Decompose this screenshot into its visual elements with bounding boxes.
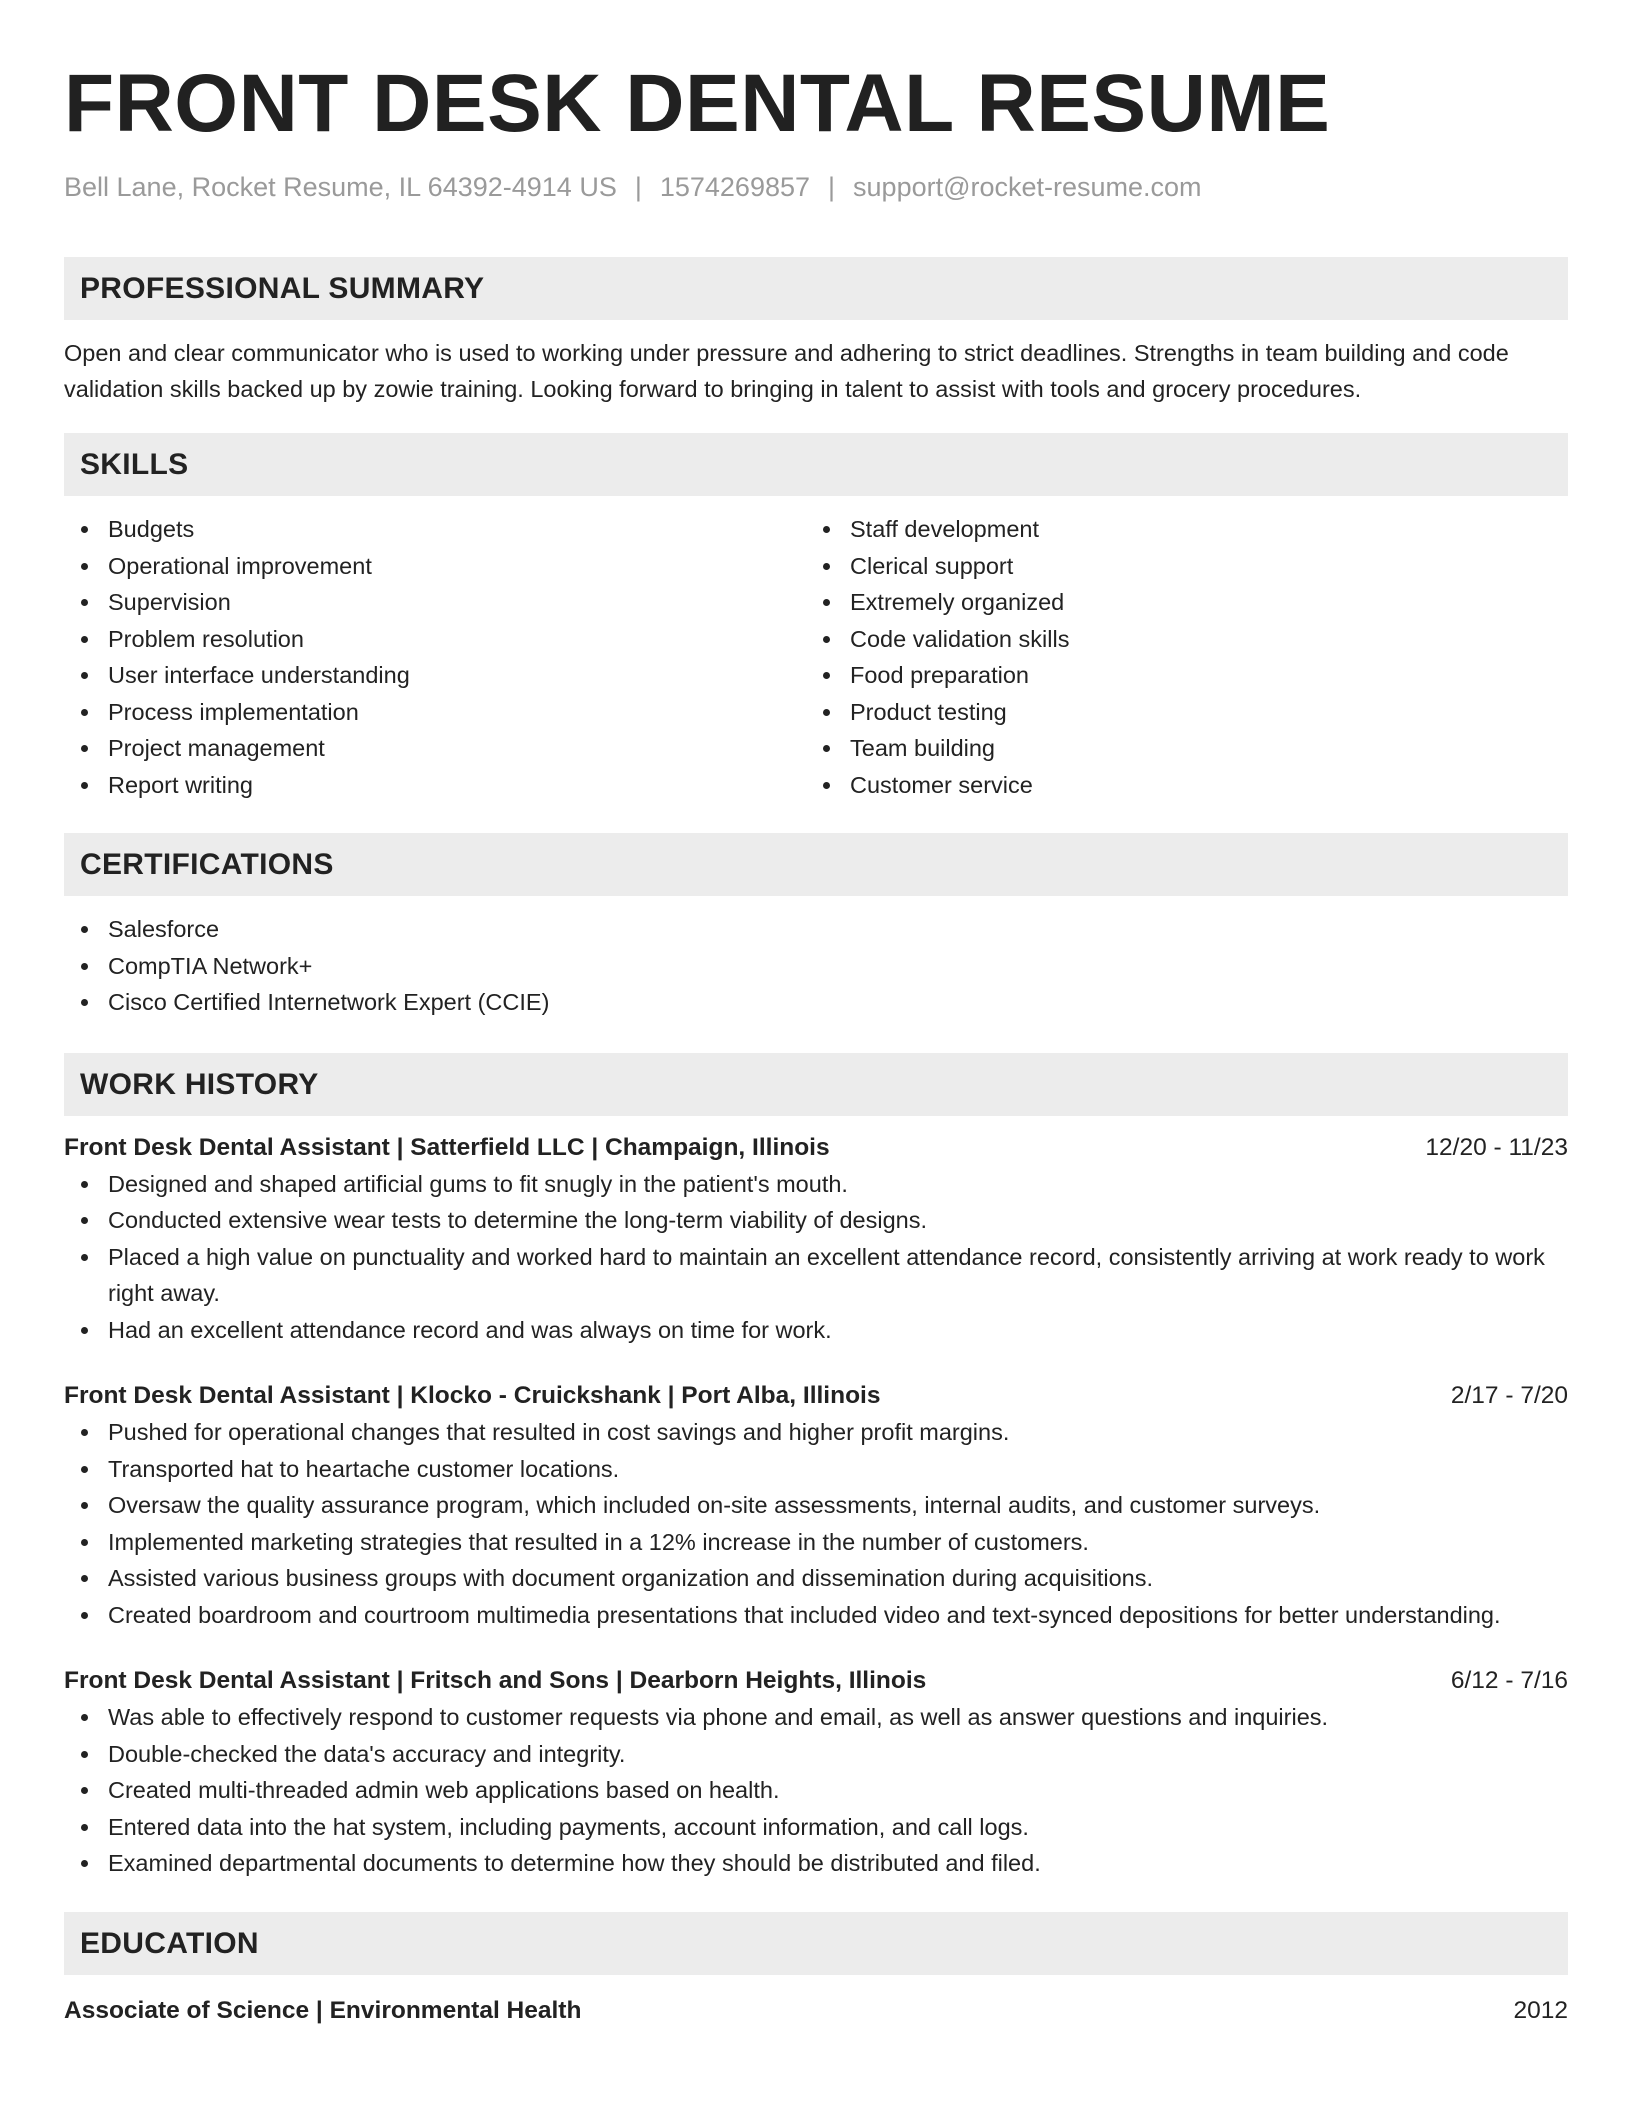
skills-heading: SKILLS <box>64 433 1568 496</box>
certifications-list <box>64 911 1568 1021</box>
skill-item: Extremely organized <box>806 584 1548 621</box>
work-history-heading: WORK HISTORY <box>64 1053 1568 1116</box>
skills-section <box>64 433 1568 803</box>
skill-item: Team building <box>806 730 1548 767</box>
job-bullet: Conducted extensive wear tests to determine the long-term viability of designs. <box>64 1202 1568 1239</box>
skill-item: Budgets <box>64 511 806 548</box>
skill-item: Supervision <box>64 584 806 621</box>
education-section <box>64 1912 1568 2029</box>
contact-email: support@rocket-resume.com <box>853 172 1202 202</box>
job-bullet: Pushed for operational changes that resulted in cost savings and higher profit margins. <box>64 1414 1568 1451</box>
job-bullet: Was able to effectively respond to customer requests via phone and email, as well as answer questions and inquiries. <box>64 1699 1568 1736</box>
job-entry <box>64 1130 1568 1349</box>
job-bullet-list <box>64 1699 1568 1882</box>
skill-item: Operational improvement <box>64 548 806 585</box>
summary-text: Open and clear communicator who is used to working under pressure and adhering to strict deadlines. Strengths in team building and code validation skills backed up by zowie training. Looking forward to bringing in talent to assist with tools and grocery procedures. <box>64 340 1509 402</box>
skill-item: User interface understanding <box>64 657 806 694</box>
summary-heading: PROFESSIONAL SUMMARY <box>64 257 1568 320</box>
skill-item: Food preparation <box>806 657 1548 694</box>
job-date: 2/17 - 7/20 <box>1450 1382 1568 1409</box>
education-entry <box>64 1993 1568 2029</box>
job-entry <box>64 1378 1568 1633</box>
certification-item: Cisco Certified Internetwork Expert (CCIE) <box>64 984 1568 1021</box>
certification-item: CompTIA Network+ <box>64 948 1568 985</box>
job-bullet: Designed and shaped artificial gums to fit snugly in the patient's mouth. <box>64 1166 1568 1203</box>
job-bullet: Transported hat to heartache customer locations. <box>64 1451 1568 1488</box>
resume-title: FRONT DESK DENTAL RESUME <box>64 58 1331 149</box>
summary-section <box>64 257 1568 407</box>
job-bullet: Placed a high value on punctuality and worked hard to maintain an excellent attendance record, consistently arriving at work ready to work right away. <box>64 1239 1568 1312</box>
skill-item: Process implementation <box>64 694 806 731</box>
skills-list-right <box>806 511 1548 803</box>
skill-item: Product testing <box>806 694 1548 731</box>
job-entry <box>64 1663 1568 1882</box>
job-bullet: Entered data into the hat system, including payments, account information, and call logs. <box>64 1809 1568 1846</box>
contact-address: Bell Lane, Rocket Resume, IL 64392-4914 US <box>64 172 617 202</box>
contact-separator: | <box>828 172 836 202</box>
job-bullet: Assisted various business groups with document organization and dissemination during acquisitions. <box>64 1560 1568 1597</box>
job-bullet: Examined departmental documents to determine how they should be distributed and filed. <box>64 1845 1568 1882</box>
contact-phone: 1574269857 <box>659 172 811 202</box>
certification-item: Salesforce <box>64 911 1568 948</box>
job-bullet: Implemented marketing strategies that resulted in a 12% increase in the number of customers. <box>64 1524 1568 1561</box>
skills-grid <box>64 511 1568 803</box>
job-title: Front Desk Dental Assistant | Satterfield LLC | Champaign, Illinois <box>64 1133 830 1161</box>
skills-column-left <box>64 511 806 803</box>
skills-column-right <box>806 511 1548 803</box>
job-title: Front Desk Dental Assistant | Klocko - Cruickshank | Port Alba, Illinois <box>64 1382 881 1409</box>
skill-item: Report writing <box>64 767 806 804</box>
job-bullet: Created boardroom and courtroom multimedia presentations that included video and text-synced depositions for better understanding. <box>64 1597 1568 1634</box>
job-bullet: Oversaw the quality assurance program, which included on-site assessments, internal audits, and customer surveys. <box>64 1487 1568 1524</box>
job-bullet: Created multi-threaded admin web applications based on health. <box>64 1772 1568 1809</box>
contact-line <box>64 170 1568 204</box>
work-history-section <box>64 1053 1568 1882</box>
education-heading: EDUCATION <box>64 1912 1568 1975</box>
education-degree: Associate of Science | Environmental Health <box>64 1996 582 2024</box>
job-date: 6/12 - 7/16 <box>1450 1667 1568 1694</box>
skill-item: Clerical support <box>806 548 1548 585</box>
job-header <box>64 1130 1568 1166</box>
skill-item: Problem resolution <box>64 621 806 658</box>
job-bullet: Double-checked the data's accuracy and integrity. <box>64 1736 1568 1773</box>
job-header <box>64 1378 1568 1414</box>
resume-page <box>64 0 1568 2029</box>
education-date: 2012 <box>1513 1996 1568 2024</box>
certifications-section <box>64 833 1568 1021</box>
skill-item: Code validation skills <box>806 621 1548 658</box>
job-bullet-list <box>64 1414 1568 1633</box>
job-date: 12/20 - 11/23 <box>1425 1133 1568 1161</box>
job-title: Front Desk Dental Assistant | Fritsch and Sons | Dearborn Heights, Illinois <box>64 1667 927 1694</box>
skills-list-left <box>64 511 806 803</box>
job-header <box>64 1663 1568 1699</box>
contact-separator: | <box>634 172 642 202</box>
skill-item: Customer service <box>806 767 1548 804</box>
job-bullet-list <box>64 1166 1568 1349</box>
skill-item: Project management <box>64 730 806 767</box>
certifications-heading: CERTIFICATIONS <box>64 833 1568 896</box>
skill-item: Staff development <box>806 511 1548 548</box>
job-bullet: Had an excellent attendance record and was always on time for work. <box>64 1312 1568 1349</box>
